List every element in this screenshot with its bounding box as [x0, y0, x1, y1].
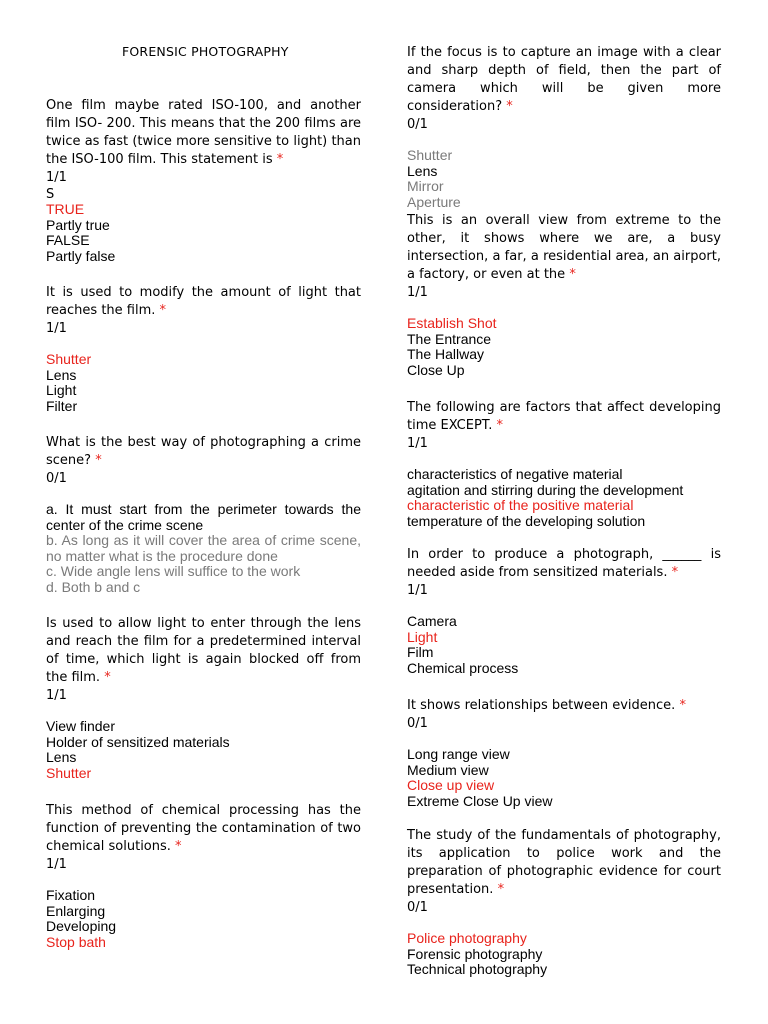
required-asterisk: *	[679, 698, 686, 713]
answer-option: Filter	[46, 397, 78, 414]
answer-option: characteristics of negative material	[407, 466, 623, 482]
score-label: 1/1	[46, 321, 67, 336]
question-block	[407, 44, 721, 210]
answer-option: The Hallway	[407, 346, 485, 362]
question-text	[407, 546, 721, 582]
question-block	[407, 697, 721, 809]
answer-option: temperature of the developing solution	[407, 512, 646, 529]
options-list	[46, 352, 361, 414]
question-block	[46, 97, 361, 264]
question-block	[407, 399, 721, 529]
answer-option: Light	[407, 628, 438, 645]
question-label: This is an overall view from extreme to the other, it shows where we are, a busy intersection, a far, a residential area, an airport, a factory, or even at the	[407, 213, 721, 282]
answer-option: Long range view	[407, 746, 510, 762]
answer-option: Close Up	[407, 361, 465, 378]
answer-option: Camera	[407, 613, 457, 629]
question-label: It is used to modify the amount of light that reaches the film.	[46, 285, 361, 318]
question-text	[46, 434, 361, 470]
options-list	[407, 931, 721, 978]
answer-option: The Entrance	[407, 330, 492, 347]
question-block	[407, 546, 721, 676]
answer-option: Light	[46, 382, 77, 398]
question-label: The following are factors that affect developing time EXCEPT.	[407, 400, 721, 433]
answer-option: Shutter	[46, 351, 92, 367]
required-asterisk: *	[95, 453, 102, 468]
answer-option: Extreme Close Up view	[407, 792, 553, 809]
question-block	[407, 827, 721, 978]
question-label: What is the best way of photographing a crime scene?	[46, 435, 361, 468]
answer-note: S	[46, 187, 55, 202]
required-asterisk: *	[104, 670, 111, 685]
required-asterisk: *	[506, 99, 513, 114]
answer-option: Developing	[46, 918, 117, 934]
answer-option: Aperture	[407, 193, 461, 210]
score-label: 1/1	[407, 436, 428, 451]
answer-option: Lens	[46, 366, 77, 383]
answer-option: Shutter	[46, 764, 92, 781]
required-asterisk: *	[159, 303, 167, 318]
answer-option: b. As long as it will cover the area of crime scene, no matter what is the procedure done	[46, 532, 361, 564]
required-asterisk: *	[496, 418, 503, 433]
answer-option: Chemical process	[407, 659, 519, 676]
answer-option: Technical photography	[407, 961, 548, 977]
question-label: The study of the fundamentals of photography, its application to police work and the preparation of photographic evidence for court presentation.	[407, 828, 721, 897]
question-block	[46, 284, 361, 414]
score-label: 1/1	[407, 583, 428, 598]
question-label: If the focus is to capture an image with a clear and sharp depth of field, then the part of camera which will be given more consideration?	[407, 45, 721, 114]
required-asterisk: *	[497, 882, 505, 897]
score-label: 1/1	[46, 857, 67, 872]
options-list	[46, 202, 361, 264]
question-label: Is used to allow light to enter through the lens and reach the film for a predetermined interval of time, which light is again blocked off from the film.	[46, 616, 361, 685]
required-asterisk: *	[276, 152, 284, 167]
question-text	[407, 697, 721, 715]
answer-option: Medium view	[407, 761, 489, 778]
answer-option: Shutter	[407, 147, 453, 163]
question-text	[407, 44, 721, 116]
options-list	[46, 719, 361, 781]
document-title: FORENSIC PHOTOGRAPHY	[122, 44, 289, 59]
score-label: 0/1	[407, 117, 428, 132]
question-text	[46, 284, 361, 320]
required-asterisk: *	[175, 839, 182, 854]
question-block	[46, 802, 361, 950]
question-text	[46, 802, 361, 856]
question-label: This method of chemical processing has the function of preventing the contamination of two chemical solutions.	[46, 803, 361, 854]
question-text	[407, 399, 721, 435]
answer-option: Police photography	[407, 930, 527, 946]
answer-option: Partly false	[46, 247, 116, 264]
required-asterisk: *	[569, 267, 576, 282]
score-label: 0/1	[407, 900, 428, 915]
score-label: 0/1	[46, 471, 67, 486]
options-list	[407, 316, 721, 378]
answer-option: Fixation	[46, 887, 96, 903]
options-list	[407, 467, 721, 529]
answer-option: Close up view	[407, 777, 495, 793]
options-list	[407, 614, 721, 676]
answer-option: agitation and stirring during the development	[407, 481, 684, 498]
options-list	[46, 888, 361, 950]
answer-option: Partly true	[46, 216, 110, 233]
options-list	[407, 747, 721, 809]
question-text	[407, 827, 721, 899]
question-label: One film maybe rated ISO-100, and another film ISO- 200. This means that the 200 films are twice as fast (twice more sensitive to light) than the ISO-100 film. This statement is	[46, 98, 361, 167]
answer-option: Forensic photography	[407, 945, 543, 962]
question-block	[407, 212, 721, 378]
score-label: 1/1	[46, 688, 67, 703]
answer-option: FALSE	[46, 232, 90, 248]
required-asterisk: *	[671, 565, 679, 580]
answer-option: Establish Shot	[407, 315, 497, 331]
question-label: It shows relationships between evidence.	[407, 698, 676, 713]
answer-option: TRUE	[46, 201, 85, 217]
answer-option: Enlarging	[46, 902, 106, 919]
question-text	[46, 97, 361, 169]
answer-option: Lens	[407, 162, 438, 179]
question-block	[46, 615, 361, 781]
score-label: 0/1	[407, 716, 428, 731]
answer-option: c. Wide angle lens will suffice to the work	[46, 563, 301, 579]
answer-option: Lens	[46, 749, 77, 765]
answer-option: Holder of sensitized materials	[46, 733, 230, 750]
answer-option: Film	[407, 644, 434, 660]
question-text	[46, 615, 361, 687]
question-text	[407, 212, 721, 284]
answer-option: d. Both b and c	[46, 578, 141, 595]
score-label: 1/1	[46, 170, 67, 185]
options-list	[46, 502, 361, 595]
question-block	[46, 434, 361, 595]
question-label: In order to produce a photograph, ______ is needed aside from sensitized materials.	[407, 547, 721, 580]
answer-option: Stop bath	[46, 933, 106, 950]
score-label: 1/1	[407, 285, 428, 300]
answer-option: Mirror	[407, 178, 444, 194]
answer-option: characteristic of the positive material	[407, 497, 634, 513]
answer-option: a. It must start from the perimeter towards the center of the crime scene	[46, 501, 361, 533]
options-list	[407, 148, 721, 210]
answer-option: View finder	[46, 718, 116, 734]
